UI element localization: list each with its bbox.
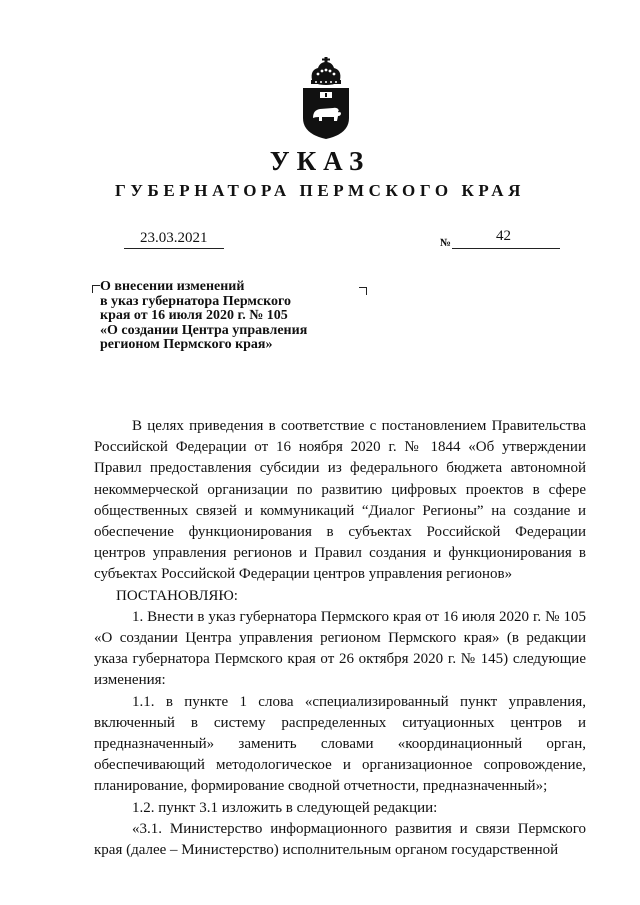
heading-corner-left <box>92 285 100 293</box>
document-heading <box>100 280 360 353</box>
coat-of-arms-emblem <box>300 56 352 140</box>
date-underline <box>124 248 224 249</box>
intro-paragraph: В целях приведения в соответствие с постановлением Правительства Российской Федерации от 16 ноября 2020 г. № 1844 «Об утверждении Правил предоставления субсидии из федерального бюджета автономной некоммерческой организации по развитию цифровых проектов в сфере общественных связей и коммуникаций “Диалог Регионы” на создание и обеспечение функционирования в субъектах Российской Федерации центров управления регионов и Правил создания и функционирования в субъектах Российской Федерации центров управления регионов» <box>94 418 586 583</box>
heading-line: регионом Пермского края» <box>100 337 273 352</box>
heading-corner-right <box>359 287 367 295</box>
number-sign: № <box>440 237 452 249</box>
document-body <box>94 416 586 861</box>
document-number: 42 <box>496 228 511 244</box>
heading-line: О внесении изменений <box>100 279 245 294</box>
item-3-1-paragraph: «3.1. Министерство информационного развития и связи Пермского края (далее – Министерство) исполнительным органом государственной <box>94 820 586 859</box>
item-1-1-paragraph: 1.1. в пункте 1 слова «специализированный пункт управления, включенный в систему распределенных ситуационных центров и предназначенный» заменить словами «координационный орган, обеспечивающий методологическое и организационное сопровождение, планирование, формирование сводной отчетности, предназначенный»; <box>94 693 586 795</box>
document-subtitle: ГУБЕРНАТОРА ПЕРМСКОГО КРАЯ <box>115 181 525 200</box>
document-date-field <box>124 230 224 250</box>
document-date: 23.03.2021 <box>140 230 208 246</box>
decree-word: ПОСТАНОВЛЯЮ: <box>116 587 238 604</box>
document-number-field <box>440 228 562 250</box>
item-1-paragraph: 1. Внести в указ губернатора Пермского края от 16 июля 2020 г. № 105 «О создании Центра управления регионом Пермского края» (в редакции указа губернатора Пермского края от 26 октября 2020 г. № 145) следующие изменения: <box>94 608 586 689</box>
number-underline <box>452 248 560 249</box>
heading-line: в указ губернатора Пермского <box>100 293 292 309</box>
document-title: УКАЗ <box>269 146 371 176</box>
heading-line: «О создании Центра управления <box>100 322 308 338</box>
heading-line: края от 16 июля 2020 г. № 105 <box>100 308 288 323</box>
item-1-2-paragraph: 1.2. пункт 3.1 изложить в следующей редакции: <box>132 799 438 816</box>
